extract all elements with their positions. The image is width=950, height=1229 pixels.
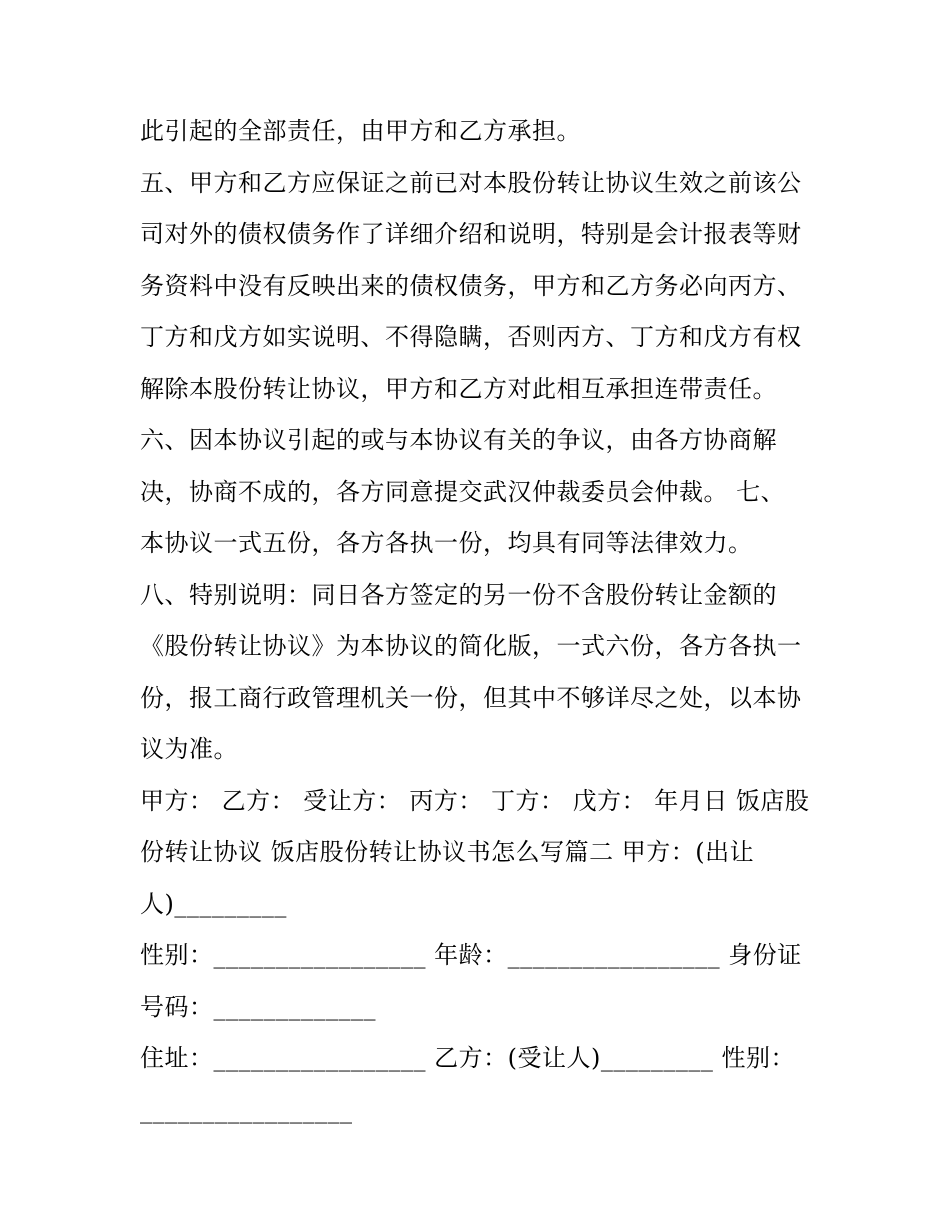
text-line: 甲方： 乙方： 受让方： 丙方： 丁方： 戊方： 年月日 饭店股 [140, 786, 810, 815]
text-line: 本协议一式五份，各方各执一份，均具有同等法律效力。 [140, 529, 753, 557]
text-line: 议为准。 [140, 735, 238, 763]
text-line: 六、因本协议引起的或与本协议有关的争议，由各方协商解 [140, 426, 777, 454]
text-line: 丁方和戊方如实说明、不得隐瞒，否则丙方、丁方和戊方有权 [140, 323, 802, 351]
text-line: 务资料中没有反映出来的债权债务，甲方和乙方务必向丙方、 [140, 271, 802, 300]
text-line: 五、甲方和乙方应保证之前已对本股份转让协议生效之前该公 [140, 168, 802, 197]
agreement-text [140, 106, 830, 1136]
text-line: 八、特别说明：同日各方签定的另一份不含股份转让金额的 [140, 580, 777, 609]
text-line: 份，报工商行政管理机关一份，但其中不够详尽之处，以本协 [140, 683, 802, 712]
text-line: 份转让协议 饭店股份转让协议书怎么写篇二 甲方：(出让 [140, 838, 755, 866]
text-line: 人)_________ [140, 889, 287, 918]
text-line: 此引起的全部责任，由甲方和乙方承担。 [140, 117, 581, 145]
text-line: 住址：_________________ 乙方：(受让人)_________ 性别： [140, 1044, 795, 1072]
text-line: 性别：_________________ 年龄：_________________ 身份证 [140, 941, 802, 969]
text-line: 司对外的债权债务作了详细介绍和说明，特别是会计报表等财 [140, 220, 802, 248]
text-line: 《股份转让协议》为本协议的简化版，一式六份，各方各执一 [140, 632, 802, 660]
text-line: 决，协商不成的，各方同意提交武汉仲裁委员会仲裁。 七、 [140, 477, 786, 506]
text-line: 解除本股份转让协议，甲方和乙方对此相互承担连带责任。 [140, 374, 777, 403]
text-line: _________________ [140, 1095, 353, 1124]
text-line: 号码：_____________ [140, 992, 376, 1021]
